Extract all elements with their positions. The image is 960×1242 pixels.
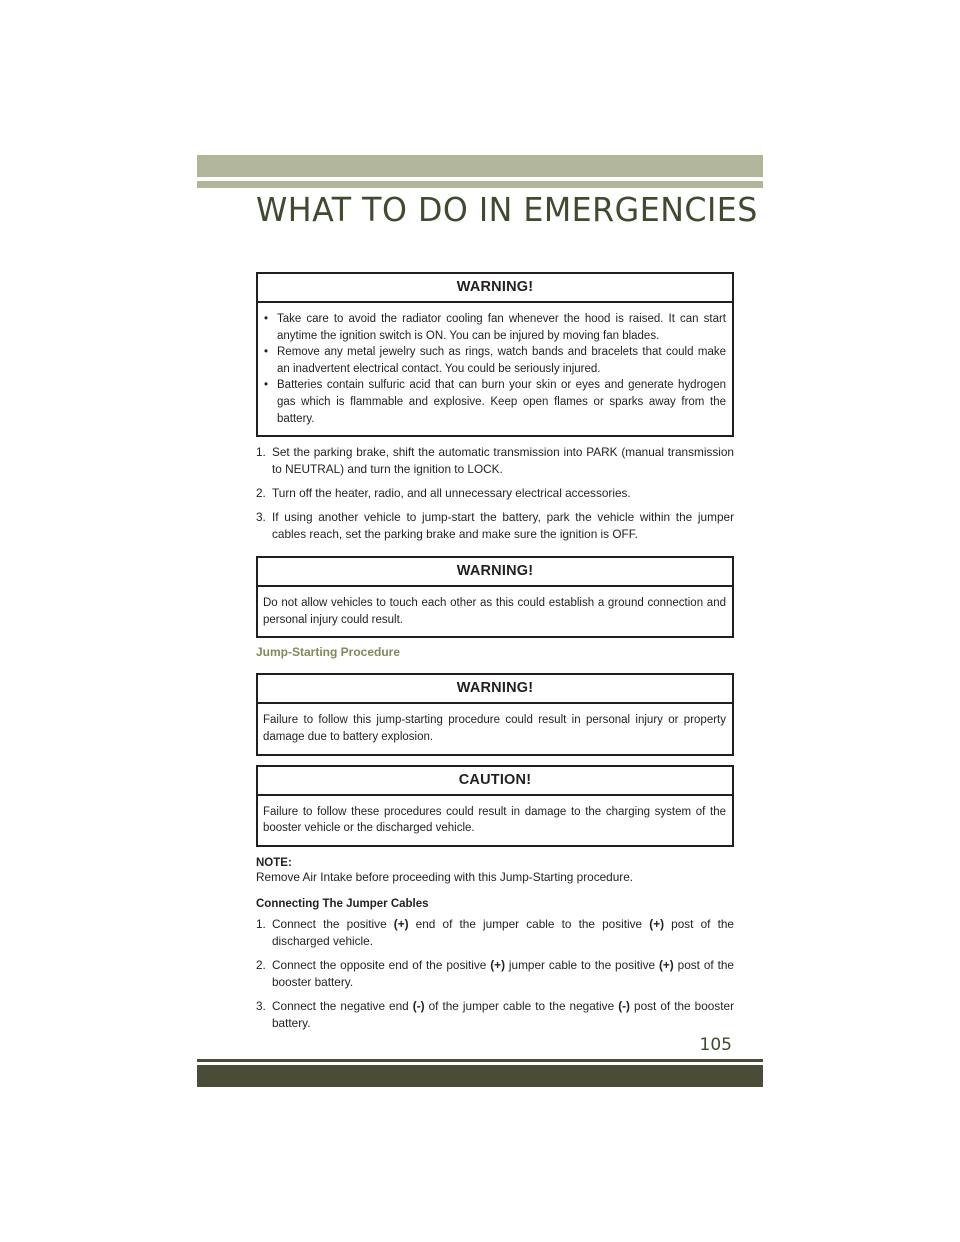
step-text: Connect the positive <box>272 916 394 931</box>
page-number: 105 <box>699 1035 732 1055</box>
step-text: post of the discharged vehicle. <box>272 916 734 948</box>
header-band <box>197 155 763 177</box>
warning-item-text: Batteries contain sulfuric acid that can burn your skin or eyes and generate hydrogen gas which is flammable and explosive. Keep open flames or sparks away from the battery. <box>277 379 726 425</box>
bullet: • <box>264 313 269 325</box>
warning-title: WARNING! <box>258 675 732 704</box>
step-text: Connect the negative end <box>272 998 413 1013</box>
step-item <box>256 444 734 478</box>
step-item <box>256 509 734 543</box>
page-content <box>256 272 734 1039</box>
bullet: • <box>264 346 269 359</box>
preparation-steps <box>256 444 734 543</box>
step-text: of the jumper cable to the negative <box>424 998 619 1013</box>
note-label: NOTE: <box>256 856 292 869</box>
step-item <box>256 485 734 502</box>
polarity-symbol: (-) <box>618 998 630 1013</box>
warning-list-item <box>263 344 726 377</box>
step-text: Set the parking brake, shift the automatic transmission into PARK (manual transmission to NEUTRAL) and turn the ignition to LOCK. <box>272 445 734 477</box>
polarity-symbol: (-) <box>412 998 425 1013</box>
polarity-symbol: (+) <box>393 916 409 931</box>
warning-box <box>256 673 734 755</box>
step-text: post of the booster battery. <box>272 998 735 1030</box>
warning-list <box>263 311 726 427</box>
step-item <box>256 957 734 991</box>
warning-list-item <box>263 311 726 344</box>
bullet: • <box>264 379 269 392</box>
step-text: jumper cable to the positive <box>505 957 659 972</box>
step-text: post of the booster battery. <box>272 957 734 989</box>
step-text: Turn off the heater, radio, and all unnecessary electrical accessories. <box>272 486 631 501</box>
section-title: WHAT TO DO IN EMERGENCIES <box>256 190 758 229</box>
caution-title: CAUTION! <box>258 767 732 796</box>
connecting-heading: Connecting The Jumper Cables <box>256 897 429 910</box>
warning-box <box>256 556 734 638</box>
note-text: Remove Air Intake before proceeding with this Jump-Starting procedure. <box>256 869 634 884</box>
step-number: 3. <box>256 998 266 1013</box>
header-rule <box>197 181 763 188</box>
polarity-symbol: (+) <box>649 916 665 931</box>
caution-text: Failure to follow these procedures could result in damage to the charging system of the booster vehicle or the discharged vehicle. <box>263 805 726 835</box>
step-number: 3. <box>256 510 266 525</box>
footer-rule <box>197 1059 763 1062</box>
step-text: Connect the opposite end of the positive <box>272 957 491 972</box>
step-number: 2. <box>256 957 266 972</box>
step-item <box>256 916 734 950</box>
step-number: 1. <box>256 445 266 460</box>
warning-text: Failure to follow this jump-starting procedure could result in personal injury or property damage due to battery explosion. <box>263 714 726 743</box>
step-number: 1. <box>256 916 266 931</box>
step-text: If using another vehicle to jump-start the battery, park the vehicle within the jumper cables reach, set the parking brake and make sure the ignition is OFF. <box>272 510 734 542</box>
polarity-symbol: (+) <box>490 957 505 972</box>
warning-item-text: Take care to avoid the radiator cooling fan whenever the hood is raised. It can start anytime the ignition switch is ON. You can be injured by moving fan blades. <box>277 313 726 342</box>
step-number: 2. <box>256 486 266 501</box>
polarity-symbol: (+) <box>658 957 674 972</box>
caution-box <box>256 765 734 847</box>
step-item <box>256 998 734 1032</box>
warning-item-text: Remove any metal jewelry such as rings, watch bands and bracelets that could make an inadvertent electrical contact. You could be seriously injured. <box>277 346 726 375</box>
connecting-steps <box>256 916 734 1032</box>
step-text: end of the jumper cable to the positive <box>408 916 650 931</box>
warning-box <box>256 272 734 437</box>
warning-title: WARNING! <box>258 274 732 303</box>
warning-text: Do not allow vehicles to touch each other as this could establish a ground connection and personal injury could result. <box>263 597 726 626</box>
warning-list-item <box>263 377 726 427</box>
footer-band <box>197 1065 763 1087</box>
subheading: Jump-Starting Procedure <box>256 645 401 660</box>
warning-title: WARNING! <box>258 558 732 587</box>
warning-body <box>258 303 732 435</box>
